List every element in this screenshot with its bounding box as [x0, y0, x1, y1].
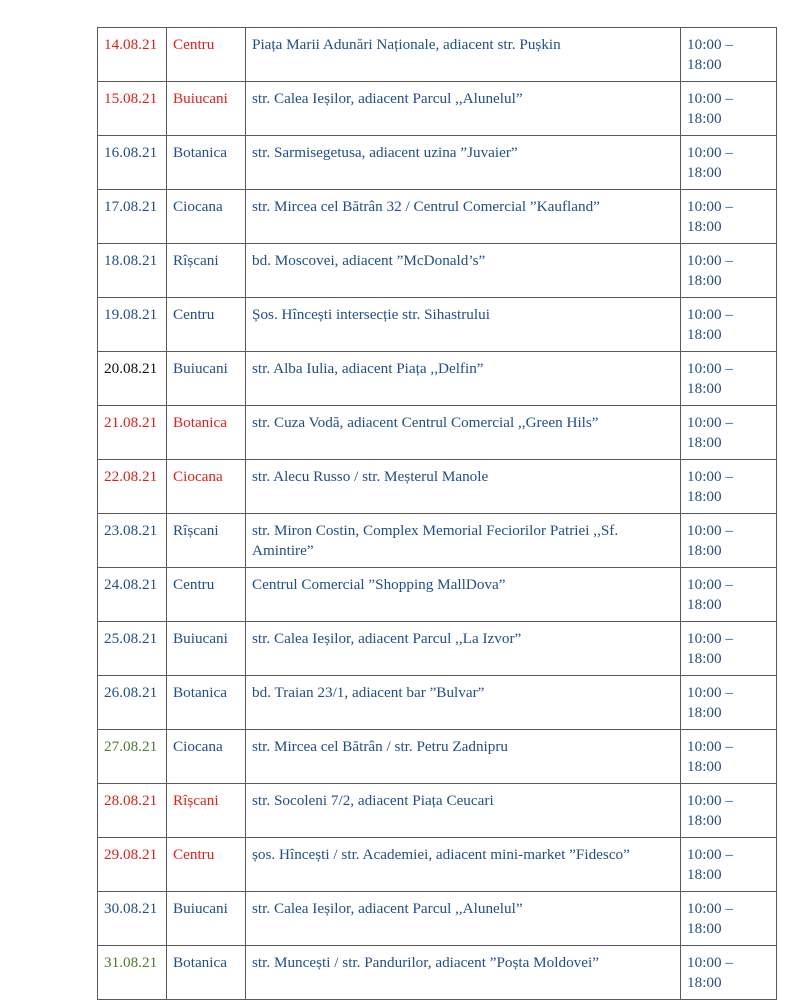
table-row [98, 406, 777, 460]
sector-cell: Centru [167, 838, 246, 892]
table-row [98, 676, 777, 730]
sector-cell: Ciocana [167, 190, 246, 244]
time-start: 10:00 – [687, 954, 733, 971]
date-cell: 16.08.21 [98, 136, 167, 190]
table-row [98, 28, 777, 82]
sector-cell: Rîșcani [167, 784, 246, 838]
table-row [98, 352, 777, 406]
table-row [98, 838, 777, 892]
address-cell: str. Socoleni 7/2, adiacent Piața Ceucari [246, 784, 681, 838]
time-end: 18:00 [687, 542, 722, 559]
time-start: 10:00 – [687, 414, 733, 431]
date-cell: 19.08.21 [98, 298, 167, 352]
date-cell: 21.08.21 [98, 406, 167, 460]
date-cell: 25.08.21 [98, 622, 167, 676]
address-cell: Centrul Comercial ”Shopping MallDova” [246, 568, 681, 622]
time-cell [681, 838, 777, 892]
time-start: 10:00 – [687, 90, 733, 107]
date-cell: 18.08.21 [98, 244, 167, 298]
date-cell: 20.08.21 [98, 352, 167, 406]
table-row [98, 946, 777, 1000]
date-cell: 22.08.21 [98, 460, 167, 514]
sector-cell: Buiucani [167, 82, 246, 136]
time-end: 18:00 [687, 380, 722, 397]
time-start: 10:00 – [687, 684, 733, 701]
address-cell: str. Miron Costin, Complex Memorial Feciorilor Patriei ,,Sf. Amintire” [246, 514, 681, 568]
time-cell [681, 82, 777, 136]
table-row [98, 730, 777, 784]
address-cell: șos. Hîncești / str. Academiei, adiacent mini-market ”Fidesco” [246, 838, 681, 892]
table-row [98, 460, 777, 514]
time-start: 10:00 – [687, 522, 733, 539]
time-end: 18:00 [687, 326, 722, 343]
address-cell: str. Mircea cel Bătrân / str. Petru Zadnipru [246, 730, 681, 784]
address-cell: str. Cuza Vodă, adiacent Centrul Comercial ,,Green Hils” [246, 406, 681, 460]
time-end: 18:00 [687, 56, 722, 73]
time-start: 10:00 – [687, 468, 733, 485]
time-end: 18:00 [687, 488, 722, 505]
schedule-table [97, 27, 777, 1000]
table-row [98, 568, 777, 622]
time-end: 18:00 [687, 704, 722, 721]
time-start: 10:00 – [687, 36, 733, 53]
time-start: 10:00 – [687, 360, 733, 377]
time-cell [681, 136, 777, 190]
date-cell: 27.08.21 [98, 730, 167, 784]
table-row [98, 892, 777, 946]
address-cell: str. Calea Ieșilor, adiacent Parcul ,,La Izvor” [246, 622, 681, 676]
time-end: 18:00 [687, 272, 722, 289]
sector-cell: Centru [167, 568, 246, 622]
time-cell [681, 946, 777, 1000]
address-cell: Piața Marii Adunări Naționale, adiacent str. Pușkin [246, 28, 681, 82]
time-cell [681, 190, 777, 244]
time-cell [681, 568, 777, 622]
table-row [98, 784, 777, 838]
sector-cell: Centru [167, 298, 246, 352]
time-end: 18:00 [687, 110, 722, 127]
time-cell [681, 460, 777, 514]
time-end: 18:00 [687, 164, 722, 181]
time-start: 10:00 – [687, 792, 733, 809]
sector-cell: Centru [167, 28, 246, 82]
sector-cell: Botanica [167, 676, 246, 730]
time-end: 18:00 [687, 758, 722, 775]
date-cell: 23.08.21 [98, 514, 167, 568]
sector-cell: Rîșcani [167, 244, 246, 298]
time-start: 10:00 – [687, 900, 733, 917]
address-cell: Șos. Hîncești intersecție str. Sihastrului [246, 298, 681, 352]
time-end: 18:00 [687, 650, 722, 667]
time-start: 10:00 – [687, 630, 733, 647]
address-cell: bd. Traian 23/1, adiacent bar ”Bulvar” [246, 676, 681, 730]
address-cell: str. Muncești / str. Pandurilor, adiacent ”Poșta Moldovei” [246, 946, 681, 1000]
time-start: 10:00 – [687, 846, 733, 863]
table-row [98, 136, 777, 190]
time-end: 18:00 [687, 920, 722, 937]
time-cell [681, 244, 777, 298]
time-cell [681, 406, 777, 460]
time-cell [681, 676, 777, 730]
time-cell [681, 28, 777, 82]
time-cell [681, 730, 777, 784]
table-row [98, 622, 777, 676]
time-cell [681, 622, 777, 676]
address-cell: str. Sarmisegetusa, adiacent uzina ”Juvaier” [246, 136, 681, 190]
address-cell: bd. Moscovei, adiacent ”McDonald’s” [246, 244, 681, 298]
date-cell: 24.08.21 [98, 568, 167, 622]
time-end: 18:00 [687, 812, 722, 829]
table-row [98, 244, 777, 298]
time-end: 18:00 [687, 974, 722, 991]
date-cell: 14.08.21 [98, 28, 167, 82]
time-start: 10:00 – [687, 306, 733, 323]
time-cell [681, 892, 777, 946]
date-cell: 29.08.21 [98, 838, 167, 892]
table-row [98, 298, 777, 352]
table-row [98, 82, 777, 136]
address-cell: str. Calea Ieșilor, adiacent Parcul ,,Alunelul” [246, 892, 681, 946]
date-cell: 31.08.21 [98, 946, 167, 1000]
sector-cell: Botanica [167, 136, 246, 190]
time-end: 18:00 [687, 866, 722, 883]
time-start: 10:00 – [687, 252, 733, 269]
date-cell: 15.08.21 [98, 82, 167, 136]
time-end: 18:00 [687, 434, 722, 451]
sector-cell: Rîșcani [167, 514, 246, 568]
sector-cell: Botanica [167, 406, 246, 460]
date-cell: 17.08.21 [98, 190, 167, 244]
time-cell [681, 514, 777, 568]
table-row [98, 514, 777, 568]
time-cell [681, 352, 777, 406]
sector-cell: Buiucani [167, 352, 246, 406]
time-end: 18:00 [687, 218, 722, 235]
sector-cell: Ciocana [167, 460, 246, 514]
date-cell: 26.08.21 [98, 676, 167, 730]
address-cell: str. Alecu Russo / str. Meșterul Manole [246, 460, 681, 514]
time-start: 10:00 – [687, 576, 733, 593]
table-row [98, 190, 777, 244]
sector-cell: Ciocana [167, 730, 246, 784]
sector-cell: Botanica [167, 946, 246, 1000]
address-cell: str. Alba Iulia, adiacent Piața ,,Delfin” [246, 352, 681, 406]
time-end: 18:00 [687, 596, 722, 613]
time-cell [681, 784, 777, 838]
sector-cell: Buiucani [167, 622, 246, 676]
time-start: 10:00 – [687, 144, 733, 161]
time-start: 10:00 – [687, 198, 733, 215]
time-start: 10:00 – [687, 738, 733, 755]
address-cell: str. Mircea cel Bătrân 32 / Centrul Comercial ”Kaufland” [246, 190, 681, 244]
time-cell [681, 298, 777, 352]
sector-cell: Buiucani [167, 892, 246, 946]
address-cell: str. Calea Ieșilor, adiacent Parcul ,,Alunelul” [246, 82, 681, 136]
date-cell: 30.08.21 [98, 892, 167, 946]
date-cell: 28.08.21 [98, 784, 167, 838]
schedule-body [98, 28, 777, 1000]
